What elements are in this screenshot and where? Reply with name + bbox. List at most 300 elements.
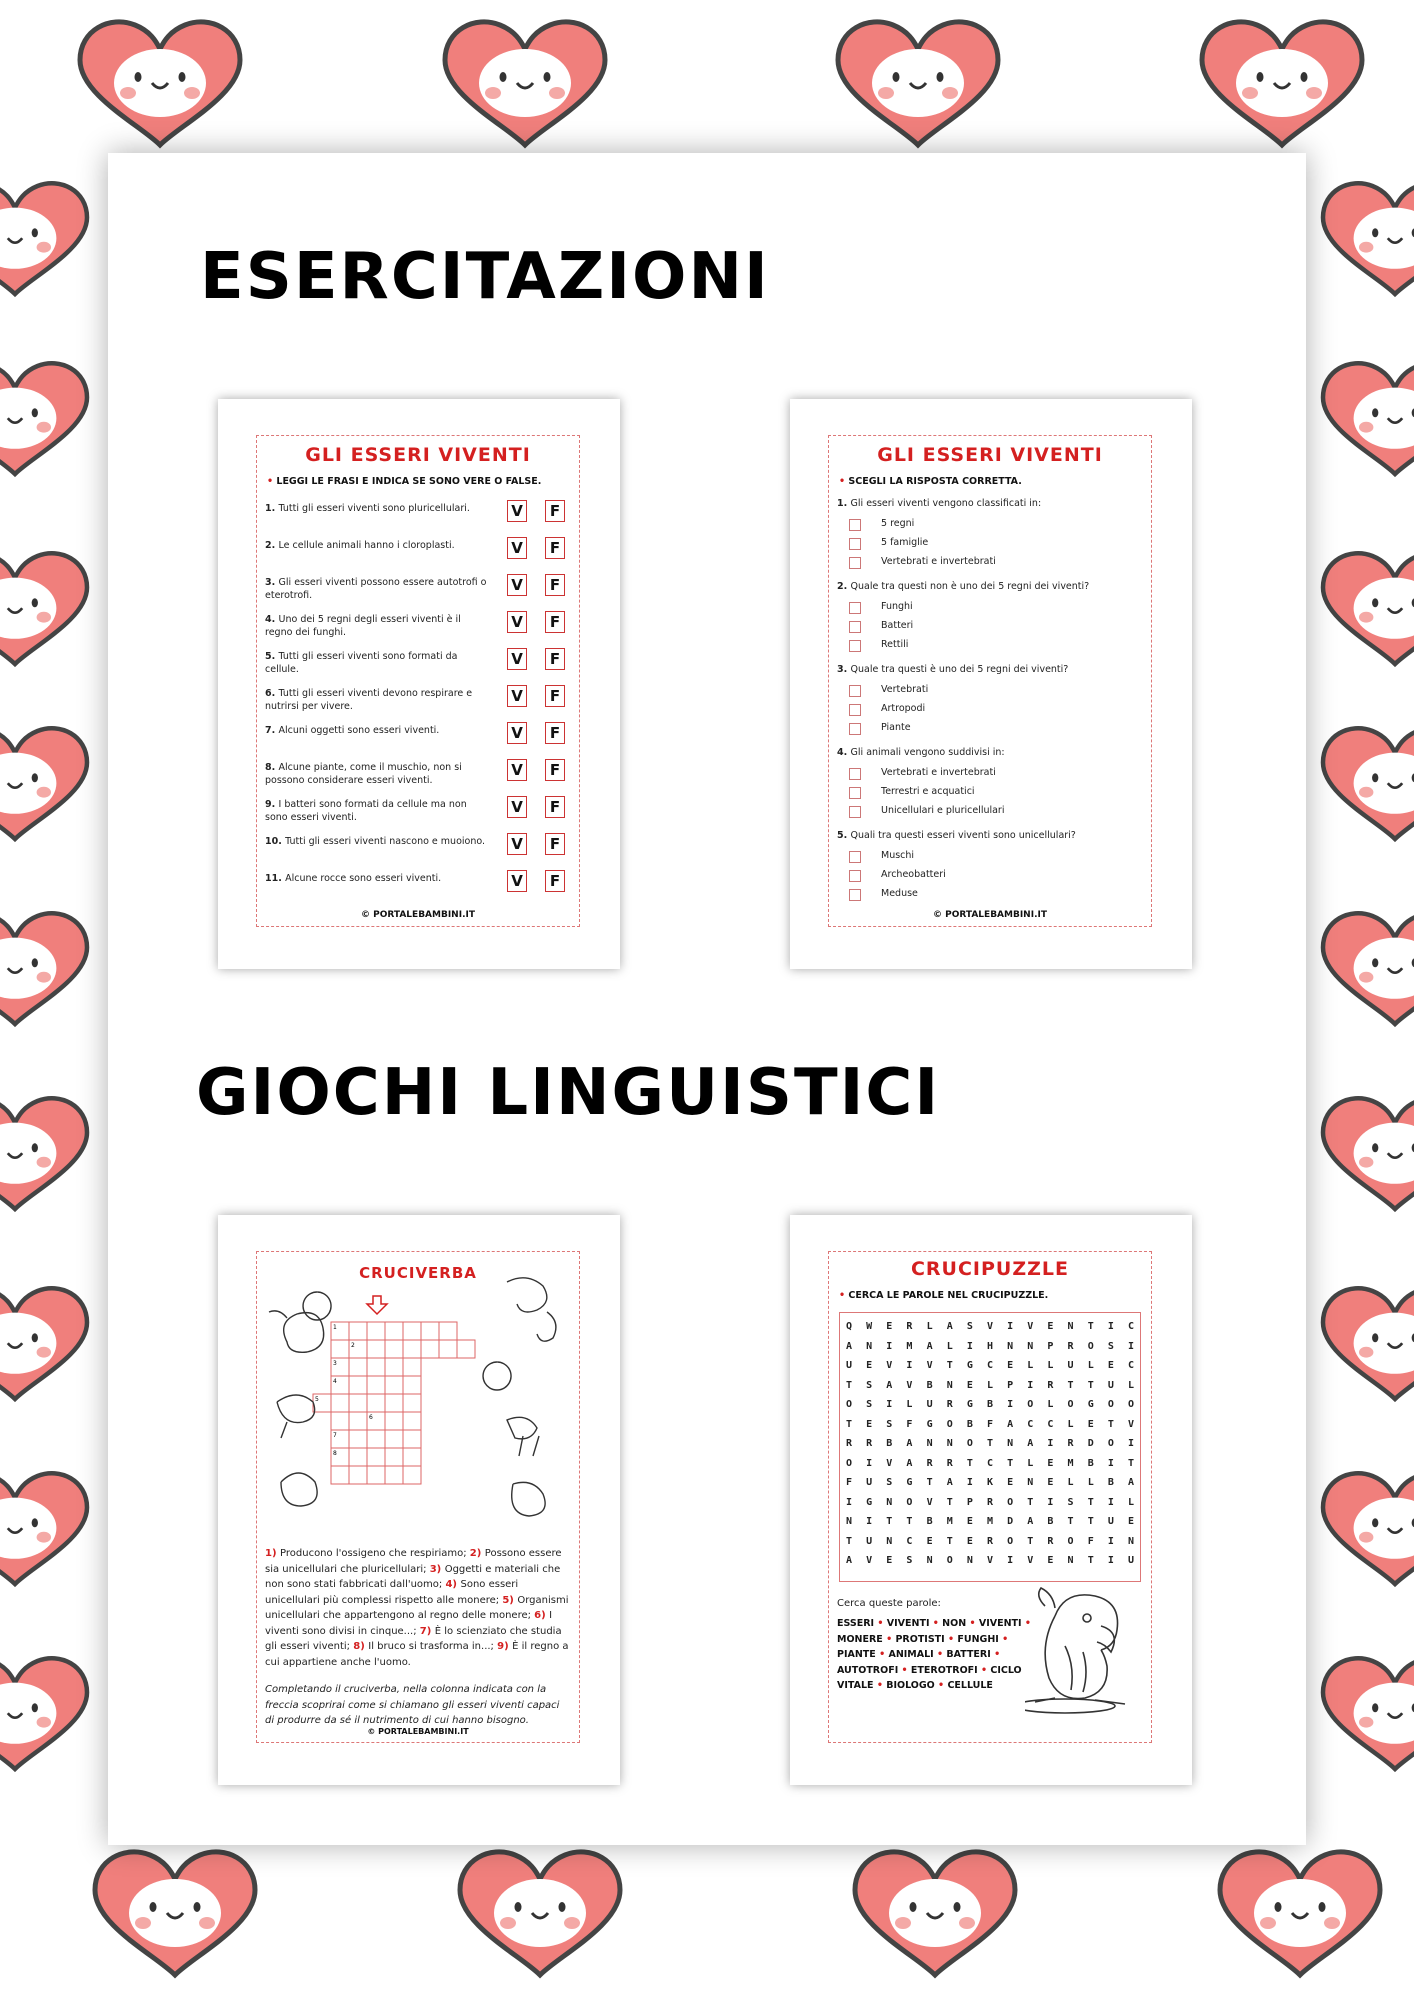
wordsearch-letter[interactable]: N (1067, 1555, 1074, 1566)
answer-option: Artropodi (881, 703, 926, 714)
wordsearch-letter[interactable]: F (986, 1418, 994, 1430)
crossword-cell[interactable] (385, 1358, 403, 1376)
wordsearch-letter[interactable]: I (906, 1360, 913, 1371)
wordsearch-letter[interactable]: T (846, 1379, 853, 1391)
crossword-cell[interactable] (385, 1466, 403, 1484)
crossword-cell[interactable] (385, 1322, 403, 1340)
true-false-item (265, 835, 487, 848)
heart-face-icon (0, 363, 87, 474)
wordsearch-letter[interactable]: U (1127, 1555, 1134, 1566)
answer-checkbox[interactable] (849, 723, 861, 735)
worksheet-thumbnail-true-false[interactable] (218, 399, 620, 969)
wordsearch-letter[interactable]: A (846, 1555, 853, 1566)
wordsearch-letter[interactable]: I (886, 1340, 893, 1352)
wordsearch-letter[interactable]: R (1047, 1379, 1054, 1391)
wordsearch-letter[interactable]: V (886, 1360, 893, 1371)
crossword-cell[interactable] (403, 1322, 421, 1340)
wordsearch-letter[interactable]: V (986, 1555, 994, 1566)
crossword-number: 2 (351, 1342, 355, 1349)
wordsearch-letter[interactable]: O (1107, 1399, 1114, 1410)
wordsearch-letter[interactable]: G (866, 1496, 873, 1508)
wordsearch-letter[interactable]: E (866, 1360, 873, 1371)
wordsearch-letter[interactable]: T (1087, 1321, 1094, 1332)
wordsearch-letter[interactable]: I (1007, 1321, 1014, 1332)
worksheet-thumbnail-wordsearch[interactable] (790, 1215, 1192, 1785)
crossword-cell[interactable] (403, 1376, 421, 1394)
answer-checkbox[interactable] (849, 519, 861, 531)
worksheet-thumbnail-crossword[interactable] (218, 1215, 620, 1785)
wordsearch-letter[interactable]: E (886, 1321, 893, 1332)
true-box[interactable]: V (507, 574, 527, 596)
crossword-cell[interactable] (367, 1448, 385, 1466)
wordsearch-letter[interactable]: I (1107, 1555, 1114, 1566)
wordsearch-letter[interactable]: U (866, 1535, 873, 1547)
wordsearch-letter[interactable]: B (966, 1418, 973, 1430)
wordsearch-letter[interactable]: E (1107, 1360, 1114, 1371)
wordsearch-letter[interactable]: Q (846, 1321, 853, 1332)
wordsearch-letter[interactable]: I (1107, 1321, 1114, 1332)
crossword-cell[interactable] (367, 1430, 385, 1448)
wordsearch-letter[interactable]: A (1027, 1516, 1034, 1527)
crossword-cell[interactable] (331, 1466, 349, 1484)
wordsearch-letter[interactable]: N (1007, 1438, 1014, 1449)
wordsearch-letter[interactable]: V (926, 1496, 933, 1508)
wordsearch-letter[interactable]: E (1127, 1516, 1134, 1527)
wordsearch-letter[interactable]: E (886, 1555, 893, 1566)
item-number: 3. (265, 577, 279, 588)
wordsearch-letter[interactable]: A (946, 1477, 953, 1488)
wordsearch-letter[interactable]: S (866, 1379, 873, 1391)
wordsearch-letter[interactable]: T (846, 1418, 853, 1430)
crossword-cell[interactable] (331, 1340, 349, 1358)
wordsearch-letter[interactable]: N (1067, 1321, 1074, 1332)
wordsearch-letter[interactable]: R (866, 1438, 873, 1449)
wordsearch-letter[interactable]: S (886, 1477, 893, 1488)
wordsearch-letter[interactable]: E (866, 1418, 873, 1430)
wordsearch-letter[interactable]: R (986, 1496, 994, 1508)
wordsearch-letter[interactable]: L (926, 1321, 933, 1332)
wordsearch-letter[interactable]: O (1107, 1438, 1114, 1449)
false-box[interactable]: F (545, 796, 565, 818)
false-box[interactable]: F (545, 648, 565, 670)
wordsearch-letter[interactable]: A (946, 1321, 953, 1332)
wordsearch-letter[interactable]: L (946, 1340, 953, 1352)
wordsearch-letter[interactable]: I (866, 1516, 873, 1527)
wordsearch-letter[interactable]: G (1087, 1399, 1094, 1410)
wordsearch-letter[interactable]: O (846, 1399, 853, 1410)
wordsearch-letter[interactable]: O (1067, 1399, 1074, 1410)
wordsearch-letter[interactable]: E (926, 1535, 933, 1547)
false-box[interactable]: F (545, 574, 565, 596)
wordsearch-letter[interactable]: O (1087, 1340, 1094, 1352)
wordsearch-letter[interactable]: A (1127, 1477, 1134, 1488)
wordsearch-letter[interactable]: N (866, 1340, 873, 1352)
wordsearch-letter[interactable]: A (1027, 1438, 1034, 1449)
wordsearch-letter[interactable]: S (1067, 1496, 1074, 1508)
wordsearch-letter[interactable]: M (1067, 1457, 1074, 1469)
wordsearch-letter[interactable]: R (926, 1457, 933, 1469)
wordsearch-letter[interactable]: F (1087, 1535, 1094, 1547)
wordsearch-letter[interactable]: A (1007, 1418, 1014, 1430)
wordsearch-letter[interactable]: N (926, 1438, 933, 1449)
heart-face-icon (1323, 1098, 1414, 1209)
wordsearch-letter[interactable]: E (966, 1535, 973, 1547)
crossword-cell[interactable] (403, 1340, 421, 1358)
wordsearch-letter[interactable]: R (1067, 1340, 1074, 1352)
wordsearch-letter[interactable]: R (946, 1399, 953, 1410)
wordsearch-letter[interactable]: P (1047, 1340, 1054, 1352)
wordsearch-letter[interactable]: T (906, 1516, 913, 1527)
wordsearch-letter[interactable]: F (846, 1477, 853, 1488)
word-separator: • (875, 1649, 889, 1660)
wordsearch-letter[interactable]: T (1067, 1379, 1074, 1391)
wordsearch-letter[interactable]: I (1127, 1340, 1134, 1352)
wordsearch-letter[interactable]: O (946, 1555, 953, 1566)
wordsearch-letter[interactable]: E (1007, 1477, 1014, 1488)
wordsearch-letter[interactable]: O (946, 1418, 953, 1430)
heart-face-icon (0, 1658, 87, 1769)
wordsearch-letter[interactable]: W (866, 1321, 873, 1332)
true-box[interactable]: V (507, 870, 527, 892)
wordsearch-letter[interactable]: I (866, 1457, 873, 1469)
wordsearch-letter[interactable]: I (1107, 1496, 1114, 1508)
crossword-cell[interactable] (367, 1340, 385, 1358)
wordsearch-letter[interactable]: I (1107, 1535, 1114, 1547)
wordsearch-letter[interactable]: R (846, 1438, 853, 1449)
wordsearch-letter[interactable]: V (926, 1360, 933, 1371)
wordsearch-letter[interactable]: T (1007, 1457, 1014, 1469)
crossword-note: Completando il cruciverba, nella colonna indicata con la freccia scoprirai come si chiamano gli esseri viventi capaci di produrre da sé il nutrimento di cui hanno bisogno. (265, 1684, 560, 1726)
wordsearch-letter[interactable]: O (1007, 1535, 1014, 1547)
wordsearch-letter[interactable]: B (1047, 1516, 1054, 1527)
wordsearch-letter[interactable]: B (926, 1516, 933, 1527)
wordsearch-letter[interactable]: L (1027, 1457, 1034, 1469)
wordsearch-letter[interactable]: S (906, 1555, 913, 1566)
crossword-cell[interactable] (349, 1358, 367, 1376)
wordsearch-letter[interactable]: E (1047, 1555, 1054, 1566)
crossword-cell[interactable] (349, 1322, 367, 1340)
wordsearch-letter[interactable]: T (946, 1496, 953, 1508)
wordsearch-letter[interactable]: L (1087, 1477, 1094, 1488)
wordsearch-letter[interactable]: L (1127, 1496, 1134, 1508)
worksheet-thumbnail-multiple-choice[interactable] (790, 399, 1192, 969)
wordsearch-letter[interactable]: B (886, 1438, 893, 1449)
crossword-cell[interactable] (367, 1466, 385, 1484)
wordsearch-letter[interactable]: G (906, 1477, 913, 1488)
wordsearch-letter[interactable]: R (946, 1457, 953, 1469)
wordsearch-letter[interactable]: L (1027, 1360, 1034, 1371)
wordsearch-letter[interactable]: I (1127, 1438, 1134, 1449)
wordsearch-letter[interactable]: N (1127, 1535, 1134, 1547)
wordsearch-letter[interactable]: O (1007, 1496, 1014, 1508)
wordsearch-letter[interactable]: L (1067, 1477, 1074, 1488)
wordsearch-letter[interactable]: B (1107, 1477, 1114, 1488)
wordsearch-letter[interactable]: T (1087, 1496, 1094, 1508)
wordsearch-letter[interactable]: R (906, 1321, 913, 1332)
wordsearch-letter[interactable]: V (866, 1555, 873, 1566)
answer-checkbox[interactable] (849, 557, 861, 569)
wordsearch-letter[interactable]: O (1067, 1535, 1074, 1547)
wordsearch-letter[interactable]: O (906, 1496, 913, 1508)
wordsearch-letter[interactable]: T (1027, 1496, 1034, 1508)
wordsearch-letter[interactable]: E (1047, 1477, 1054, 1488)
wordsearch-letter[interactable]: C (906, 1535, 913, 1547)
wordsearch-letter[interactable]: L (1047, 1399, 1054, 1410)
wordsearch-letter[interactable]: V (886, 1457, 893, 1469)
answer-checkbox[interactable] (849, 870, 861, 882)
crossword-cell[interactable] (385, 1412, 403, 1430)
wordsearch-letter[interactable]: T (1087, 1379, 1094, 1391)
wordsearch-letter[interactable]: L (1087, 1360, 1094, 1371)
heart-face-icon (1220, 1852, 1380, 1975)
wordsearch-letter[interactable]: T (846, 1535, 853, 1547)
wordsearch-letter[interactable]: T (1127, 1457, 1134, 1469)
wordsearch-letter[interactable]: V (906, 1379, 913, 1391)
wordsearch-letter[interactable]: N (1027, 1340, 1034, 1352)
wordsearch-letter[interactable]: I (1107, 1457, 1114, 1469)
wordsearch-letter[interactable]: L (1127, 1379, 1134, 1391)
wordsearch-letter[interactable]: V (1127, 1418, 1134, 1430)
crossword-cell[interactable] (331, 1412, 349, 1430)
wordsearch-letter[interactable]: V (1027, 1321, 1034, 1332)
wordsearch-letter[interactable]: K (986, 1477, 994, 1488)
false-box[interactable]: F (545, 759, 565, 781)
wordsearch-letter[interactable]: S (966, 1321, 973, 1332)
crossword-cell[interactable] (403, 1466, 421, 1484)
wordsearch-letter[interactable]: U (1107, 1379, 1114, 1391)
wordsearch-letter[interactable]: I (1007, 1555, 1014, 1566)
wordsearch-letter[interactable]: E (1047, 1321, 1054, 1332)
wordsearch-letter[interactable]: E (966, 1516, 973, 1527)
crossword-cell[interactable] (367, 1376, 385, 1394)
wordsearch-letter[interactable]: M (986, 1516, 994, 1527)
answer-checkbox[interactable] (849, 685, 861, 697)
crossword-cell[interactable] (385, 1340, 403, 1358)
crossword-cell[interactable] (367, 1322, 385, 1340)
crossword-cell[interactable] (421, 1340, 439, 1358)
true-box[interactable]: V (507, 759, 527, 781)
wordsearch-letter[interactable]: S (886, 1418, 893, 1430)
wordsearch-letter[interactable]: I (1007, 1399, 1014, 1410)
wordsearch-letter[interactable]: N (966, 1555, 973, 1566)
wordsearch-letter[interactable]: N (1007, 1340, 1014, 1352)
answer-checkbox[interactable] (849, 889, 861, 901)
wordsearch-letter[interactable]: U (1107, 1516, 1114, 1527)
crossword-cell[interactable] (403, 1412, 421, 1430)
crossword-cell[interactable] (403, 1394, 421, 1412)
wordsearch-letter[interactable]: I (1027, 1379, 1034, 1391)
crossword-cell[interactable] (403, 1448, 421, 1466)
false-box[interactable]: F (545, 870, 565, 892)
wordsearch-letter[interactable]: L (986, 1379, 994, 1391)
wordsearch-letter[interactable]: T (1087, 1555, 1094, 1566)
wordsearch-letter[interactable]: T (986, 1438, 994, 1449)
true-box[interactable]: V (507, 648, 527, 670)
crossword-cell[interactable] (439, 1340, 457, 1358)
wordsearch-letter[interactable]: T (946, 1360, 953, 1371)
wordsearch-letter[interactable]: B (926, 1379, 933, 1391)
crossword-cell[interactable] (349, 1412, 367, 1430)
wordsearch-letter[interactable]: F (906, 1418, 913, 1430)
wordsearch-letter[interactable]: D (1087, 1438, 1094, 1449)
answer-checkbox[interactable] (849, 704, 861, 716)
wordsearch-letter[interactable]: L (906, 1399, 913, 1410)
crossword-cell[interactable] (385, 1376, 403, 1394)
wordsearch-letter[interactable]: C (1027, 1418, 1034, 1430)
answer-option: Vertebrati e invertebrati (881, 556, 996, 567)
wordsearch-letter[interactable]: A (926, 1340, 933, 1352)
crossword-cell[interactable] (385, 1448, 403, 1466)
crossword-number: 5 (315, 1396, 319, 1403)
false-box[interactable]: F (545, 685, 565, 707)
crossword-cell[interactable] (331, 1394, 349, 1412)
crossword-cell[interactable] (421, 1322, 439, 1340)
wordsearch-letter[interactable]: I (846, 1496, 853, 1508)
item-number: 11. (265, 873, 286, 884)
true-box[interactable]: V (507, 500, 527, 522)
wordsearch-letter[interactable]: E (966, 1379, 973, 1391)
answer-checkbox[interactable] (849, 768, 861, 780)
worksheet-footer: © PORTALEBAMBINI.IT (361, 910, 475, 920)
answer-checkbox[interactable] (849, 806, 861, 818)
wordsearch-letter[interactable]: T (1027, 1535, 1034, 1547)
wordsearch-letter[interactable]: N (846, 1516, 853, 1527)
crossword-cell[interactable] (457, 1340, 475, 1358)
wordsearch-letter[interactable]: I (1047, 1438, 1054, 1449)
wordsearch-letter[interactable]: D (1007, 1516, 1014, 1527)
wordsearch-letter[interactable]: S (1107, 1340, 1114, 1352)
wordsearch-letter[interactable]: V (986, 1321, 994, 1332)
wordsearch-letter[interactable]: N (886, 1496, 893, 1508)
word-separator: • (873, 1680, 887, 1691)
wordsearch-letter[interactable]: P (966, 1496, 973, 1508)
answer-checkbox[interactable] (849, 787, 861, 799)
wordsearch-letter[interactable]: L (1047, 1360, 1054, 1371)
crossword-cell[interactable] (349, 1430, 367, 1448)
true-box[interactable]: V (507, 537, 527, 559)
crossword-cell[interactable] (403, 1430, 421, 1448)
wordsearch-row (846, 1419, 1134, 1430)
answer-checkbox[interactable] (849, 640, 861, 652)
wordsearch-letter[interactable]: C (986, 1457, 994, 1469)
false-box[interactable]: F (545, 500, 565, 522)
wordsearch-letter[interactable]: N (946, 1438, 953, 1449)
wordsearch-letter[interactable]: M (906, 1340, 913, 1352)
wordsearch-letter[interactable]: R (1067, 1438, 1074, 1449)
wordsearch-letter[interactable]: U (926, 1399, 933, 1410)
crossword-cell[interactable] (349, 1466, 367, 1484)
wordsearch-letter[interactable]: L (1067, 1418, 1074, 1430)
wordsearch-letter[interactable]: U (866, 1477, 873, 1488)
wordsearch-letter[interactable]: T (1107, 1418, 1114, 1430)
wordsearch-letter[interactable]: A (886, 1379, 893, 1391)
true-box[interactable]: V (507, 833, 527, 855)
word-separator: • (944, 1633, 958, 1645)
wordsearch-letter[interactable]: T (886, 1516, 893, 1527)
wordsearch-letter[interactable]: H (986, 1340, 994, 1352)
wordsearch-letter[interactable]: T (946, 1535, 953, 1547)
wordsearch-letter[interactable]: N (946, 1379, 953, 1391)
wordsearch-letter[interactable]: N (1027, 1477, 1034, 1488)
true-box[interactable]: V (507, 796, 527, 818)
item-text: Alcuni oggetti sono esseri viventi. (278, 725, 440, 736)
crossword-cell[interactable] (349, 1376, 367, 1394)
wordsearch-letter[interactable]: C (986, 1360, 994, 1371)
wordsearch-letter[interactable]: G (966, 1399, 973, 1410)
wordsearch-letter[interactable]: A (846, 1340, 853, 1352)
answer-checkbox[interactable] (849, 538, 861, 550)
wordsearch-letter[interactable]: I (966, 1340, 973, 1352)
crossword-cell[interactable] (349, 1448, 367, 1466)
word-separator: • (934, 1680, 948, 1691)
crossword-cell[interactable] (385, 1430, 403, 1448)
wordsearch-letter[interactable]: I (886, 1399, 893, 1410)
crossword-cell[interactable] (385, 1394, 403, 1412)
wordsearch-letter[interactable]: E (1087, 1418, 1094, 1430)
wordsearch-letter[interactable]: O (846, 1457, 853, 1469)
wordsearch-letter[interactable]: S (866, 1399, 873, 1410)
crossword-cell[interactable] (403, 1358, 421, 1376)
wordsearch-letter[interactable]: I (1047, 1496, 1054, 1508)
true-box[interactable]: V (507, 722, 527, 744)
wordsearch-letter[interactable]: R (986, 1535, 994, 1547)
wordsearch-letter[interactable]: C (1127, 1321, 1134, 1332)
true-box[interactable]: V (507, 685, 527, 707)
crossword-cell[interactable] (367, 1394, 385, 1412)
false-box[interactable]: F (545, 611, 565, 633)
true-box[interactable]: V (507, 611, 527, 633)
true-false-item (265, 761, 487, 787)
wordsearch-letter[interactable]: T (926, 1477, 933, 1488)
answer-checkbox[interactable] (849, 621, 861, 633)
wordsearch-letter[interactable]: T (1087, 1516, 1094, 1527)
wordsearch-letter[interactable]: A (906, 1457, 913, 1469)
wordsearch-letter[interactable]: N (926, 1555, 933, 1566)
false-box[interactable]: F (545, 537, 565, 559)
crossword-cell[interactable] (349, 1394, 367, 1412)
wordsearch-letter[interactable]: O (1027, 1399, 1034, 1410)
wordsearch-letter[interactable]: C (1047, 1418, 1054, 1430)
wordsearch-letter[interactable]: T (1067, 1516, 1074, 1527)
wordsearch-letter[interactable]: O (966, 1438, 973, 1449)
wordsearch-letter[interactable]: U (1067, 1360, 1074, 1371)
false-box[interactable]: F (545, 722, 565, 744)
wordsearch-letter[interactable]: M (946, 1516, 953, 1527)
crossword-cell[interactable] (367, 1358, 385, 1376)
wordsearch-letter[interactable]: B (986, 1399, 994, 1410)
wordsearch-letter[interactable]: N (886, 1535, 893, 1547)
wordsearch-letter[interactable]: V (1027, 1555, 1034, 1566)
wordsearch-letter[interactable]: E (1047, 1457, 1054, 1469)
false-box[interactable]: F (545, 833, 565, 855)
wordsearch-letter[interactable]: I (966, 1477, 973, 1488)
crossword-cell[interactable] (439, 1322, 457, 1340)
wordsearch-letter[interactable]: A (906, 1438, 913, 1449)
wordsearch-letter[interactable]: G (966, 1360, 973, 1371)
clue-number: 7) (419, 1625, 435, 1637)
answer-checkbox[interactable] (849, 602, 861, 614)
wordsearch-letter[interactable]: C (1127, 1360, 1134, 1371)
wordsearch-letter[interactable]: G (926, 1418, 933, 1430)
wordsearch-letter[interactable]: T (966, 1457, 973, 1469)
wordsearch-letter[interactable]: B (1087, 1457, 1094, 1469)
wordsearch-letter[interactable]: E (1007, 1360, 1014, 1371)
wordsearch-letter[interactable]: P (1007, 1379, 1014, 1391)
answer-checkbox[interactable] (849, 851, 861, 863)
wordsearch-letter[interactable]: O (1127, 1399, 1134, 1410)
wordsearch-letter[interactable]: R (1047, 1535, 1054, 1547)
wordsearch-letter[interactable]: U (846, 1360, 853, 1371)
